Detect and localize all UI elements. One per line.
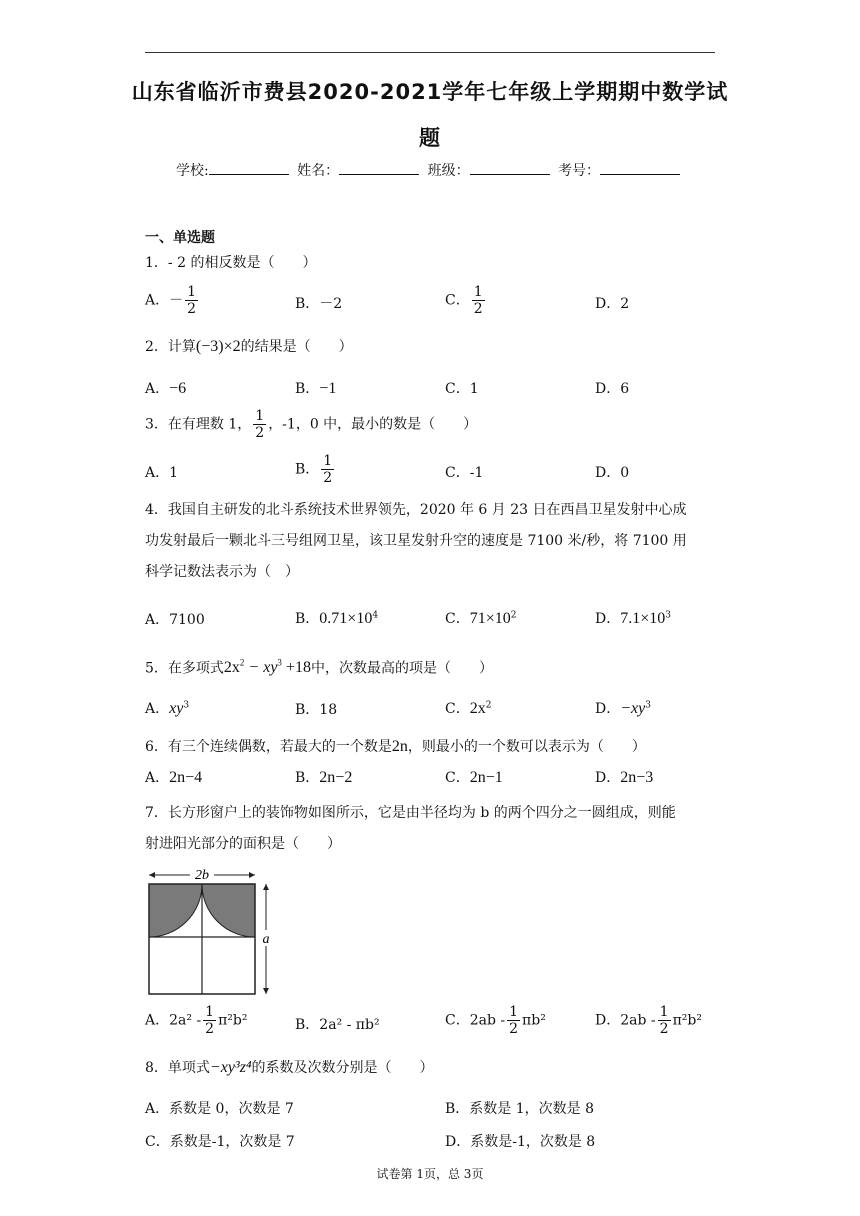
q3-option-c: C．-1	[445, 465, 484, 481]
right-quarter-circle	[202, 884, 255, 937]
q7-option-d: D．2ab - $\frac{1}{2}$ π²b²	[595, 1004, 702, 1037]
page-title-line2: 题	[419, 126, 441, 150]
question-4-text: 4．我国自主研发的北斗系统技术世界领先，2020 年 6 月 23 日在西昌卫星发射中心成 功发射最后一颗北斗三号组网卫星，该卫星发射升空的速度是 7100 米/秒，将 7100 用 科学记数法表示为（ ）	[145, 502, 687, 580]
q5-option-b: B．18	[295, 702, 338, 718]
q6-option-d: D．2n−3	[595, 769, 654, 786]
question-5-text: 5．在多项式$2x^2 - xy^3 +18$中，次数最高的项是（ ）	[145, 658, 493, 677]
q8-option-d: D．系数是-1，次数是 8	[445, 1134, 596, 1150]
height-label: a	[262, 932, 270, 947]
q2-option-a: A．−6	[145, 380, 187, 397]
name-blank	[339, 161, 419, 175]
q8-option-c: C．系数是-1，次数是 7	[145, 1134, 295, 1150]
q2-option-c: C．1	[445, 381, 479, 397]
q2-option-b: B．−1	[295, 380, 337, 397]
q7-option-a: A．2a² - $\frac{1}{2}$ π²b²	[145, 1004, 248, 1037]
q5-option-d: D．$-xy^3$	[595, 700, 651, 717]
q3-option-a: A．1	[145, 465, 179, 481]
q1-option-b: B．－2	[295, 296, 343, 312]
q7-option-b: B．2a² - πb²	[295, 1017, 380, 1033]
question-7-text: 7．长方形窗户上的装饰物如图所示，它是由半径均为 b 的两个四分之一圆组成，则能 射进阳光部分的面积是（ ）	[145, 805, 676, 852]
page-footer: 试卷第 1页，总 3页	[376, 1167, 484, 1181]
q8-option-a: A．系数是 0，次数是 7	[145, 1101, 294, 1117]
q5-option-c: C．$2x^2$	[445, 700, 492, 717]
q6-option-b: B．2n−2	[295, 769, 353, 786]
question-2-text: 2．计算(−3)×2的结果是（ ）	[145, 338, 353, 355]
question-6-text: 6．有三个连续偶数，若最大的一个数是2n，则最小的一个数可以表示为（ ）	[145, 738, 646, 755]
q8-option-b: B．系数是 1，次数是 8	[445, 1101, 595, 1117]
exam-no-label: 考号：	[558, 163, 601, 179]
class-blank	[470, 161, 550, 175]
class-label: 班级：	[427, 163, 470, 179]
q3-option-b: B． $\frac{1}{2}$	[295, 453, 333, 486]
q6-option-c: C．2n−1	[445, 769, 503, 786]
exam-no-blank	[600, 161, 680, 175]
width-label: 2b	[195, 868, 209, 883]
section-title: 一、单选题	[145, 230, 215, 246]
school-label: 学校:	[175, 163, 209, 179]
q5-option-a: A．$xy^3$	[145, 700, 190, 717]
q1-option-a: A．－ $\frac{1}{2}$	[145, 284, 197, 317]
school-blank	[209, 161, 289, 175]
q1-option-d: D．2	[595, 296, 630, 312]
q4-option-d: D．$7.1\times 10^3$	[595, 610, 671, 627]
student-info-row	[0, 160, 860, 180]
name-label: 姓名：	[297, 163, 340, 179]
question-3-text: 3．在有理数 1， $\frac{1}{2}$ ，-1，0 中，最小的数是（ ）	[145, 408, 478, 441]
window-figure	[140, 866, 280, 996]
q4-option-c: C．$71\times 10^2$	[445, 610, 517, 627]
question-1-text: 1．- 2 的相反数是（ ）	[145, 255, 317, 271]
q6-option-a: A．2n−4	[145, 769, 203, 786]
header-rule	[145, 52, 715, 53]
q3-option-d: D．0	[595, 465, 630, 481]
question-8-text: 8．单项式−xy³z⁴的系数及次数分别是（ ）	[145, 1059, 434, 1076]
q2-option-d: D．6	[595, 381, 630, 397]
page-title-line1: 山东省临沂市费县2020-2021学年七年级上学期期中数学试	[131, 80, 729, 104]
q4-option-a: A．7100	[145, 612, 205, 628]
left-quarter-circle	[149, 884, 202, 937]
q7-option-c: C．2ab - $\frac{1}{2}$ πb²	[445, 1004, 546, 1037]
q4-option-b: B．$0.71\times 10^4$	[295, 610, 379, 627]
q1-option-c: C． $\frac{1}{2}$	[445, 284, 483, 317]
